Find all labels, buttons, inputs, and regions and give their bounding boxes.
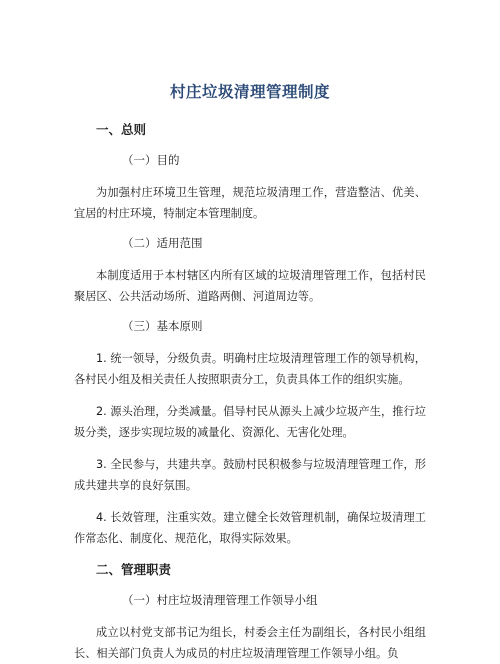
subsection-heading-principles: （三）基本原则 bbox=[122, 319, 203, 333]
subsection-heading-leading-group: （一）村庄垃圾清理管理工作领导小组 bbox=[122, 593, 318, 607]
document-title: 村庄垃圾清理管理制度 bbox=[169, 83, 330, 101]
subsection-heading-purpose: （一）目的 bbox=[122, 153, 180, 167]
paragraph-principle-3: 3. 全民参与，共建共享。鼓励村民积极参与垃圾清理管理工作，形成共建共享的良好氛围。 bbox=[74, 458, 426, 492]
section-heading-general: 一、总则 bbox=[96, 122, 147, 137]
subsection-heading-scope: （二）适用范围 bbox=[122, 236, 203, 250]
paragraph-purpose: 为加强村庄环境卫生管理，规范垃圾清理工作，营造整洁、优美、宜居的村庄环境，特制定本管理制度。 bbox=[74, 186, 426, 220]
paragraph-scope: 本制度适用于本村辖区内所有区域的垃圾清理管理工作，包括村民聚居区、公共活动场所、道路两侧、河道周边等。 bbox=[74, 269, 426, 303]
paragraph-principle-2: 2. 源头治理，分类减量。倡导村民从源头上减少垃圾产生，推行垃圾分类，逐步实现垃圾的减量化、资源化、无害化处理。 bbox=[74, 405, 426, 439]
section-heading-responsibilities: 二、管理职责 bbox=[96, 562, 172, 577]
paragraph-principle-1: 1. 统一领导，分级负责。明确村庄垃圾清理管理工作的领导机构，各村民小组及相关责任人按照职责分工，负责具体工作的组织实施。 bbox=[74, 352, 426, 386]
paragraph-principle-4: 4. 长效管理，注重实效。建立健全长效管理机制，确保垃圾清理工作常态化、制度化、规范化，取得实际效果。 bbox=[74, 511, 426, 545]
paragraph-leading-group: 成立以村党支部书记为组长，村委会主任为副组长，各村民小组组长、相关部门负责人为成员的村庄垃圾清理管理工作领导小组。负 bbox=[74, 626, 426, 660]
